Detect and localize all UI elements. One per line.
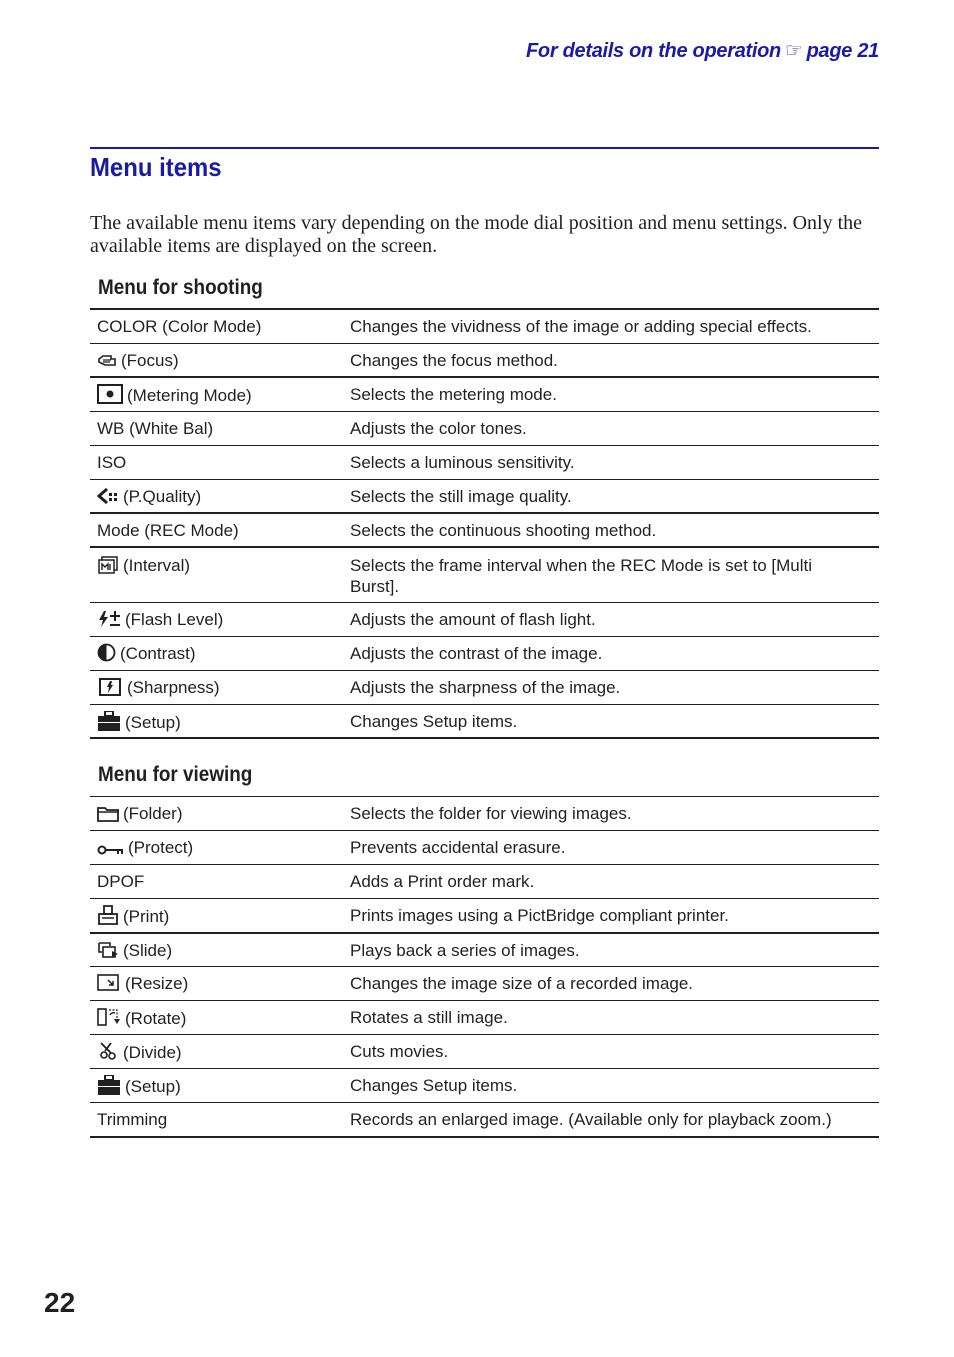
protect-icon	[97, 844, 124, 856]
menu-item-description: Selects the metering mode.	[350, 385, 557, 404]
menu-item-name-cell	[90, 343, 350, 377]
viewing-table-row	[90, 899, 879, 933]
viewing-table-row	[90, 1103, 879, 1137]
focus-icon	[97, 353, 117, 369]
viewing-table-row	[90, 1069, 879, 1103]
menu-item-description: Records an enlarged image. (Available only for playback zoom.)	[350, 1110, 832, 1129]
contrast-icon	[97, 643, 116, 662]
menu-item-name: ISO	[97, 452, 127, 472]
menu-item-name: (Resize)	[125, 974, 189, 993]
intro-paragraph: The available menu items vary depending on the mode dial position and menu settings. Only the available items are displayed on the screen.	[90, 212, 863, 257]
menu-item-name-cell	[90, 309, 350, 343]
menu-item-name: (Protect)	[128, 838, 194, 857]
interval-icon	[97, 556, 119, 574]
menu-item-description: Adjusts the amount of flash light.	[350, 609, 596, 629]
menu-item-description: Selects the folder for viewing images.	[350, 804, 632, 823]
shooting-table-row	[90, 343, 879, 377]
menu-item-name: (Contrast)	[120, 643, 196, 663]
viewing-table-row	[90, 797, 879, 831]
menu-item-description: Adds a Print order mark.	[350, 872, 535, 891]
viewing-table-row	[90, 933, 879, 967]
menu-item-name-cell	[90, 1001, 350, 1035]
menu-item-description: Changes Setup items.	[350, 1076, 518, 1095]
menu-item-name-cell	[90, 865, 350, 899]
menu-item-name: (Flash Level)	[125, 609, 224, 629]
menu-item-name: (Setup)	[125, 712, 181, 732]
menu-item-description: Plays back a series of images.	[350, 940, 580, 960]
viewing-menu-table	[90, 796, 879, 1138]
menu-item-name: (Rotate)	[125, 1009, 187, 1028]
shooting-table-row	[90, 479, 879, 513]
menu-item-description: Adjusts the color tones.	[350, 418, 527, 438]
quality-icon	[97, 487, 119, 505]
metering-icon	[97, 384, 123, 404]
viewing-table-row	[90, 1035, 879, 1069]
menu-item-name-cell	[90, 479, 350, 513]
viewing-table-row	[90, 967, 879, 1001]
flash-level-icon	[97, 610, 121, 628]
print-icon	[97, 905, 119, 925]
menu-item-description: Selects the continuous shooting method.	[350, 521, 657, 540]
menu-item-name-cell	[90, 547, 350, 602]
menu-item-description: Changes the focus method.	[350, 350, 558, 370]
shooting-table-row	[90, 636, 879, 670]
page-number: 22	[44, 1287, 76, 1318]
shooting-table-row	[90, 309, 879, 343]
shooting-table-row	[90, 602, 879, 636]
menu-item-description: Cuts movies.	[350, 1042, 449, 1061]
menu-item-name-cell	[90, 377, 350, 411]
viewing-table-row	[90, 1001, 879, 1035]
menu-item-name: (Metering Mode)	[127, 386, 252, 405]
menu-item-name: Trimming	[97, 1110, 168, 1129]
menu-item-name: (Setup)	[125, 1077, 181, 1096]
menu-item-name-cell	[90, 602, 350, 636]
menu-item-name: (Sharpness)	[127, 677, 220, 697]
menu-item-name-cell	[90, 1035, 350, 1069]
pointing-hand-icon: ☞	[784, 40, 803, 62]
setup-icon	[97, 711, 121, 731]
menu-item-name-cell	[90, 513, 350, 547]
menu-item-name: (Divide)	[123, 1043, 182, 1062]
header-cross-reference[interactable]	[526, 38, 879, 63]
shooting-menu-table	[90, 308, 879, 739]
shooting-table-row	[90, 513, 879, 547]
menu-item-description: Selects a luminous sensitivity.	[350, 452, 575, 472]
menu-item-name: (Interval)	[123, 556, 191, 575]
menu-item-description: Prints images using a PictBridge compliant printer.	[350, 906, 729, 925]
menu-item-name: (Focus)	[121, 350, 179, 370]
shooting-table-row	[90, 704, 879, 738]
section-title: Menu items	[90, 152, 222, 182]
menu-item-description: Prevents accidental erasure.	[350, 838, 566, 857]
setup-icon	[97, 1075, 121, 1095]
menu-item-name-cell	[90, 670, 350, 704]
menu-item-name: (P.Quality)	[123, 486, 202, 506]
slide-icon	[97, 942, 119, 959]
section-divider	[90, 147, 879, 149]
rotate-icon	[97, 1007, 121, 1027]
shooting-table-row	[90, 411, 879, 445]
shooting-menu-heading: Menu for shooting	[98, 276, 263, 299]
viewing-table-row	[90, 865, 879, 899]
menu-item-name: (Slide)	[123, 940, 173, 960]
menu-item-name: (Print)	[123, 907, 170, 926]
menu-item-description: Adjusts the sharpness of the image.	[350, 677, 621, 697]
viewing-table-row	[90, 831, 879, 865]
header-page-ref[interactable]: page 21	[806, 40, 879, 62]
menu-item-name-cell	[90, 831, 350, 865]
menu-item-name-cell	[90, 967, 350, 1001]
menu-item-name: COLOR (Color Mode)	[97, 317, 262, 336]
divide-icon	[97, 1041, 119, 1061]
menu-item-description: Adjusts the contrast of the image.	[350, 643, 603, 663]
menu-item-name: DPOF	[97, 872, 145, 891]
header-link-text: For details on the operation	[526, 40, 781, 62]
menu-item-description: Changes Setup items.	[350, 711, 518, 731]
menu-item-name: (Folder)	[123, 804, 183, 823]
sharpness-icon	[97, 678, 123, 696]
menu-item-name: Mode (REC Mode)	[97, 521, 239, 540]
menu-item-name-cell	[90, 797, 350, 831]
menu-item-name-cell	[90, 1103, 350, 1137]
shooting-table-row	[90, 547, 879, 602]
viewing-menu-heading: Menu for viewing	[98, 763, 253, 786]
menu-item-description: Changes the image size of a recorded image.	[350, 974, 694, 993]
menu-item-description: Rotates a still image.	[350, 1008, 508, 1027]
shooting-table-row	[90, 670, 879, 704]
folder-icon	[97, 805, 119, 822]
menu-item-name-cell	[90, 1069, 350, 1103]
shooting-table-row	[90, 445, 879, 479]
menu-item-description: Selects the frame interval when the REC Mode is set to [Multi Burst].	[350, 556, 813, 596]
shooting-table-row	[90, 377, 879, 411]
menu-item-name: WB (White Bal)	[97, 418, 214, 438]
menu-item-name-cell	[90, 899, 350, 933]
menu-item-name-cell	[90, 933, 350, 967]
menu-item-description: Changes the vividness of the image or adding special effects.	[350, 317, 812, 336]
menu-item-name-cell	[90, 445, 350, 479]
menu-item-name-cell	[90, 636, 350, 670]
resize-icon	[97, 974, 121, 992]
menu-item-description: Selects the still image quality.	[350, 486, 572, 506]
menu-item-name-cell	[90, 411, 350, 445]
menu-item-name-cell	[90, 704, 350, 738]
